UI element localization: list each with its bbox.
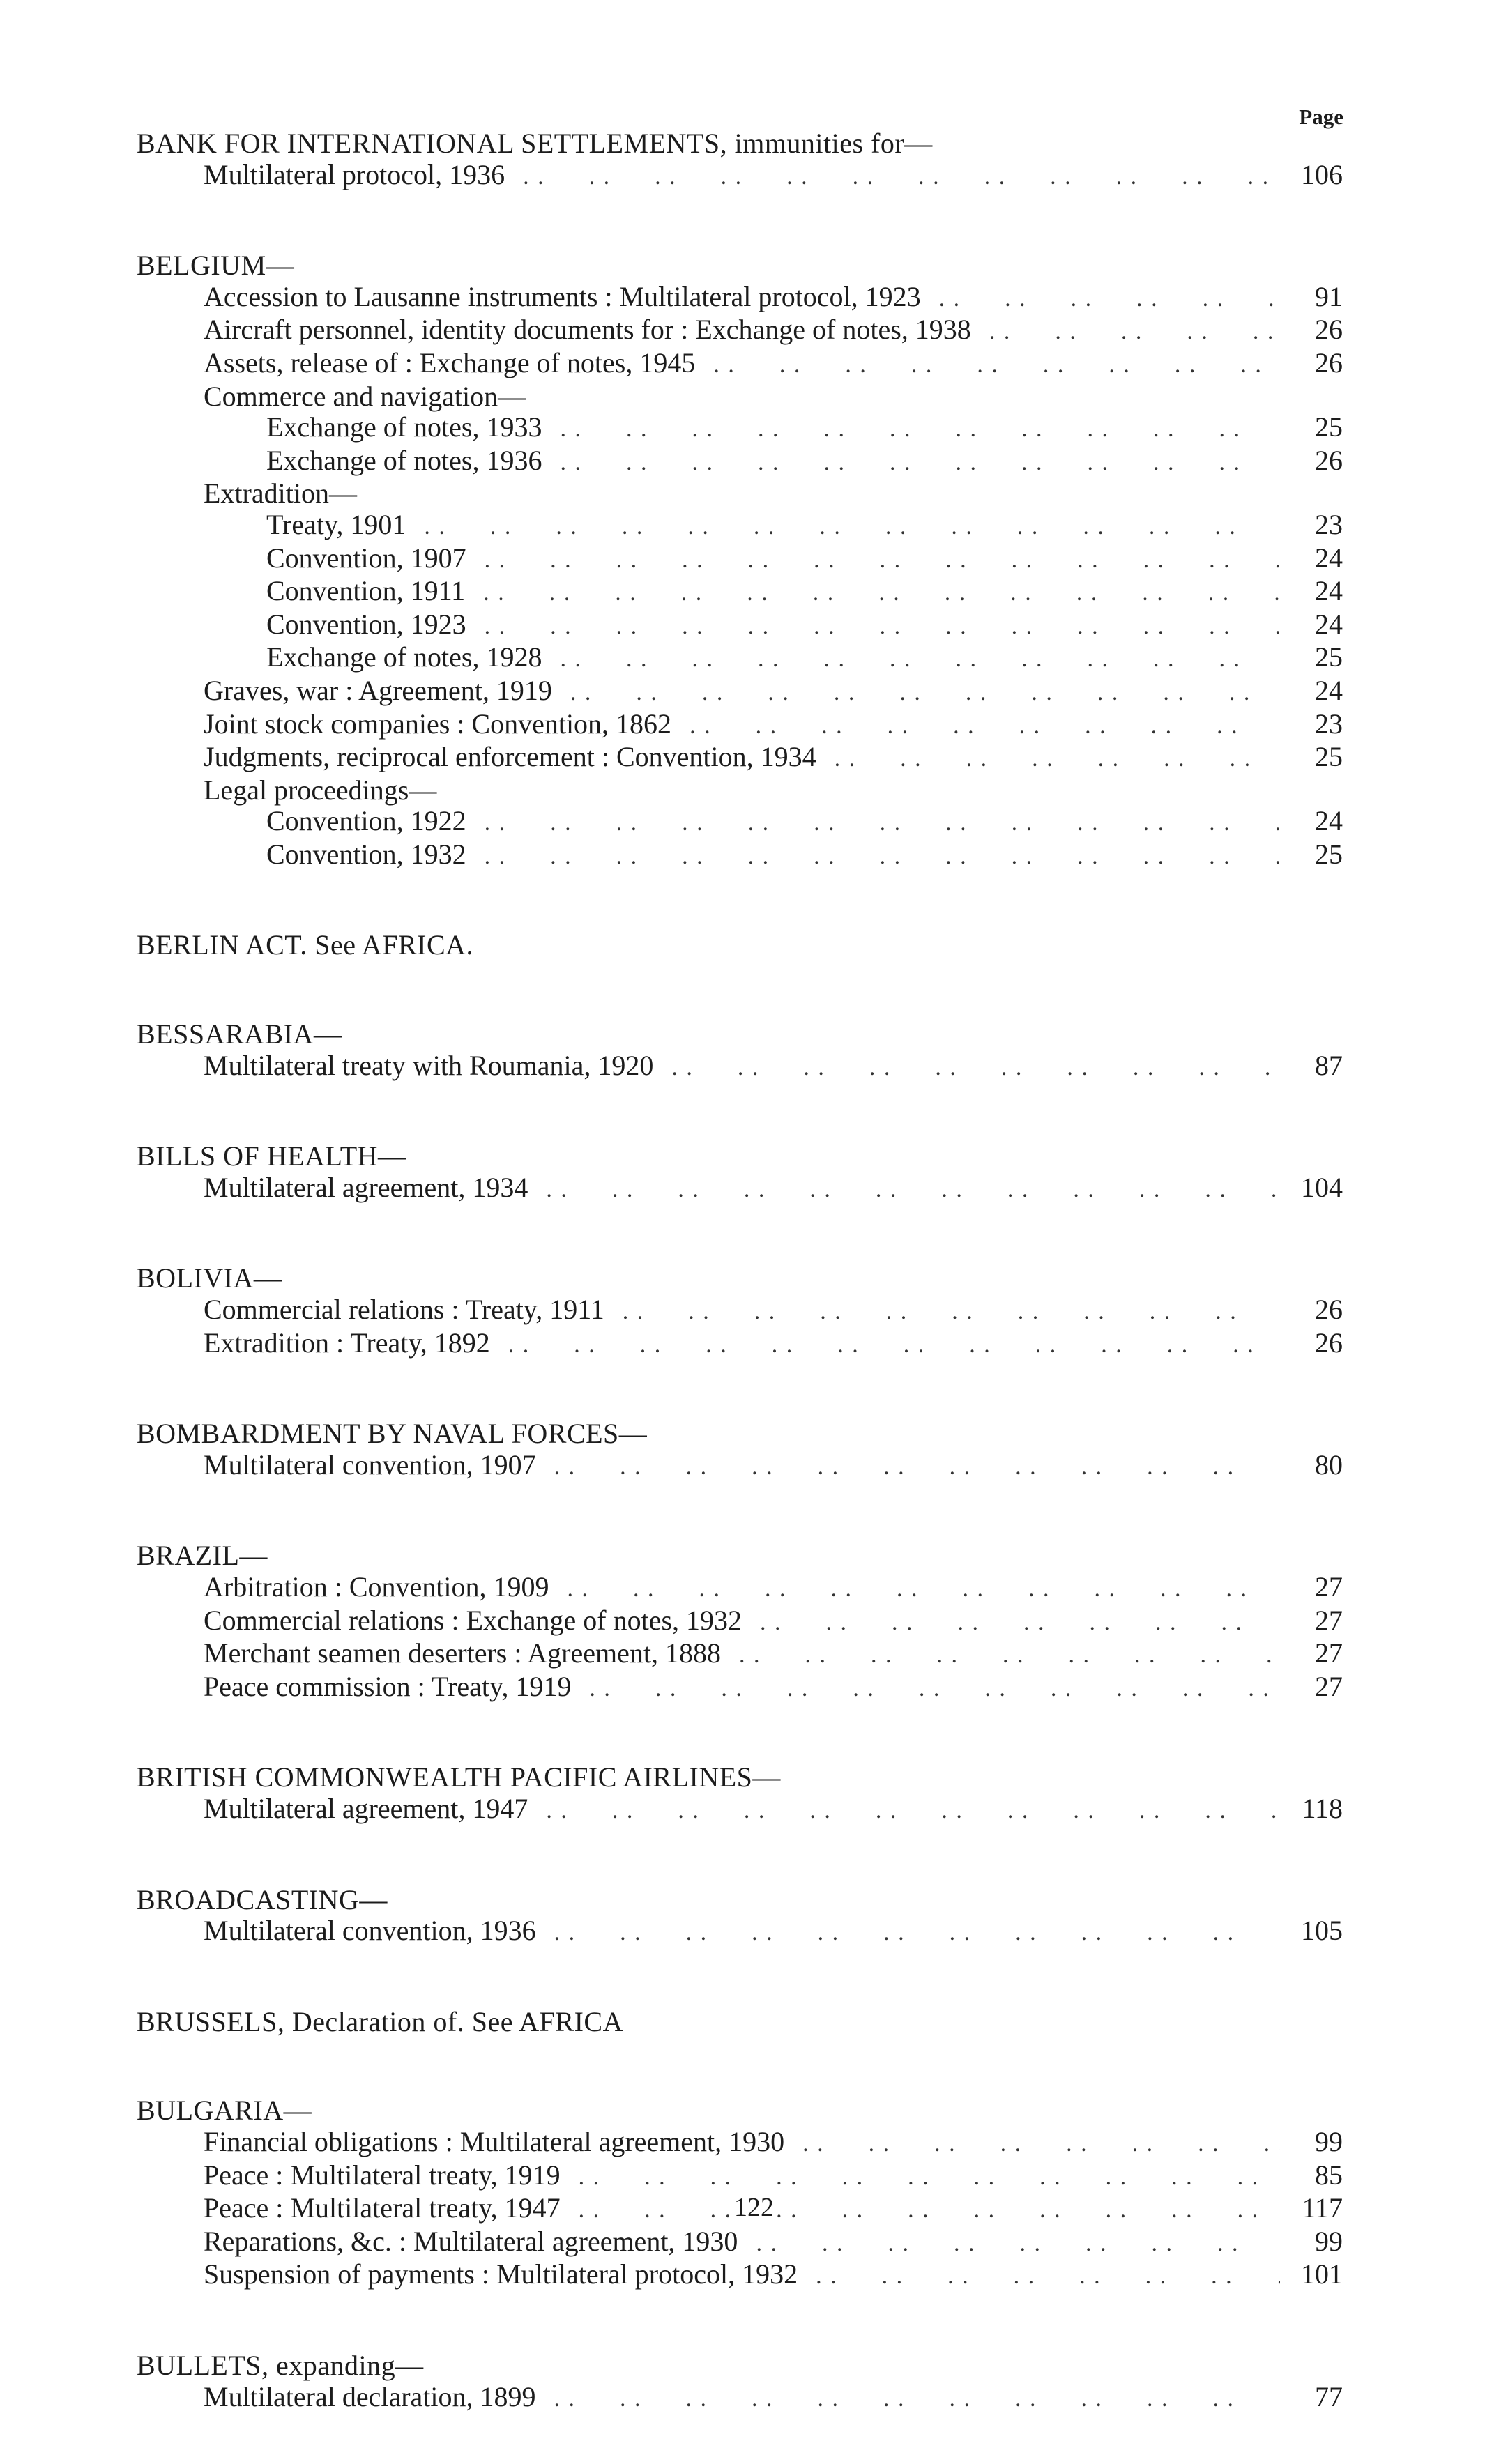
entry-page-number: 26 [1315, 444, 1343, 476]
entry-title: Peace commission : Treaty, 1919 [204, 1670, 572, 1702]
entry-title: Judgments, reciprocal enforcement : Convention, 1934 [204, 741, 816, 773]
entry-title: Joint stock companies : Convention, 1862 [204, 707, 672, 740]
dot-leader [466, 611, 1280, 643]
dot-leader [466, 808, 1280, 839]
index-section [137, 250, 1343, 872]
entry-title: Multilateral agreement, 1947 [204, 1792, 528, 1824]
index-section [137, 1540, 1343, 1704]
entry-title: Legal proceedings— [204, 774, 437, 806]
dot-leader [505, 162, 1280, 193]
entry-page-number: 26 [1315, 314, 1343, 346]
index-section [137, 930, 1343, 961]
index-section [137, 1263, 1343, 1361]
dot-leader [465, 578, 1280, 609]
index-entry [137, 709, 1343, 742]
dot-leader [536, 1452, 1280, 1483]
entry-page-number: 27 [1315, 1571, 1343, 1602]
index-entry [137, 1050, 1343, 1084]
section-heading: BROADCASTING— [137, 1883, 388, 1915]
dot-leader [971, 316, 1280, 348]
index-entry [137, 1294, 1343, 1328]
entry-page-number: 91 [1315, 280, 1343, 312]
dot-leader [561, 2162, 1280, 2194]
entry-title: Commerce and navigation— [204, 380, 526, 412]
dot-leader [798, 2261, 1280, 2293]
dot-leader [528, 1796, 1280, 1827]
dot-leader [528, 1174, 1280, 1206]
entry-page-number: 24 [1315, 575, 1343, 607]
index-entry [137, 1793, 1343, 1827]
entry-title: Peace : Multilateral treaty, 1919 [204, 2159, 561, 2191]
entry-page-number: 27 [1315, 1637, 1343, 1669]
entry-page-number: 27 [1315, 1670, 1343, 1702]
index-section [137, 1019, 1343, 1083]
entry-page-number: 101 [1301, 2258, 1343, 2290]
index-entry [137, 1605, 1343, 1639]
entry-title: Peace : Multilateral treaty, 1947 [204, 2192, 561, 2224]
index-entry [137, 412, 1343, 445]
index-entry [137, 609, 1343, 643]
dot-leader [784, 2129, 1280, 2160]
entry-title: Aircraft personnel, identity documents for : Exchange of notes, 1938 [204, 314, 971, 346]
entry-title: Commercial relations : Exchange of notes, 1932 [204, 1604, 742, 1636]
entry-page-number: 24 [1315, 608, 1343, 640]
entry-page-number: 25 [1315, 741, 1343, 773]
index-section [137, 1418, 1343, 1483]
index-entry [137, 839, 1343, 873]
entry-title: Exchange of notes, 1936 [266, 444, 542, 476]
entry-title: Commercial relations : Treaty, 1911 [204, 1294, 604, 1326]
entry-page-number: 117 [1302, 2192, 1343, 2224]
index-entry [137, 2259, 1343, 2293]
entry-title: Exchange of notes, 1928 [266, 641, 542, 673]
index-entry [137, 1638, 1343, 1671]
entry-page-number: 26 [1315, 346, 1343, 378]
index-entry [137, 314, 1343, 348]
index-entry [137, 642, 1343, 675]
page-column-header: Page [1299, 105, 1343, 129]
section-heading: BRITISH COMMONWEALTH PACIFIC AIRLINES— [137, 1761, 781, 1793]
dot-leader [406, 512, 1280, 543]
dot-leader [542, 644, 1280, 675]
dot-leader [552, 678, 1280, 709]
index-section [137, 1885, 1343, 1949]
dot-leader [921, 284, 1280, 315]
dot-leader [816, 744, 1280, 775]
dot-leader [571, 1674, 1280, 1705]
index-entry [137, 1328, 1343, 1361]
index-entry [137, 1915, 1343, 1949]
dot-leader [742, 1607, 1280, 1639]
section-heading: BANK FOR INTERNATIONAL SETTLEMENTS, immunities for— [137, 128, 933, 159]
entry-title: Extradition : Treaty, 1892 [204, 1326, 490, 1359]
section-heading: BESSARABIA— [137, 1018, 342, 1050]
entry-title: Merchant seamen deserters : Agreement, 1888 [204, 1637, 721, 1669]
entry-title: Financial obligations : Multilateral agreement, 1930 [204, 2125, 785, 2157]
entry-title: Convention, 1923 [266, 608, 466, 640]
dot-leader [466, 545, 1280, 576]
index-entry [137, 381, 1343, 413]
entry-title: Convention, 1907 [266, 542, 466, 574]
index-entry [137, 445, 1343, 479]
entry-title: Treaty, 1901 [266, 508, 406, 540]
index-section [137, 1141, 1343, 1205]
index-section [137, 2350, 1343, 2415]
index-entry [137, 1671, 1343, 1705]
index-section [137, 2007, 1343, 2038]
index-entry [137, 2127, 1343, 2160]
entry-title: Multilateral treaty with Roumania, 1920 [204, 1049, 654, 1081]
index-entry [137, 1572, 1343, 1605]
dot-leader [536, 1918, 1280, 1949]
entry-page-number: 106 [1301, 158, 1343, 190]
entry-page-number: 80 [1315, 1448, 1343, 1480]
index-section [137, 1762, 1343, 1826]
entry-page-number: 85 [1315, 2159, 1343, 2191]
section-heading: BOLIVIA— [137, 1262, 282, 1294]
index-entry [137, 1172, 1343, 1206]
entry-title: Multilateral convention, 1907 [204, 1448, 536, 1480]
index-entry [137, 1450, 1343, 1483]
entry-page-number: 27 [1315, 1604, 1343, 1636]
dot-leader [653, 1053, 1280, 1084]
entry-title: Suspension of payments : Multilateral protocol, 1932 [204, 2258, 798, 2290]
entry-page-number: 77 [1315, 2380, 1343, 2412]
index-section [137, 128, 1343, 192]
index-entry [137, 478, 1343, 510]
dot-leader [604, 1296, 1280, 1328]
section-heading: BRAZIL— [137, 1540, 268, 1572]
entry-title: Arbitration : Convention, 1909 [204, 1571, 549, 1602]
entry-title: Multilateral declaration, 1899 [204, 2380, 536, 2412]
dot-leader [738, 2228, 1280, 2260]
entry-page-number: 23 [1315, 508, 1343, 540]
entry-title: Accession to Lausanne instruments : Multilateral protocol, 1923 [204, 280, 921, 312]
entry-title: Convention, 1911 [266, 575, 466, 607]
dot-leader [721, 1640, 1280, 1671]
section-heading: BILLS OF HEALTH— [137, 1140, 406, 1172]
entry-page-number: 26 [1315, 1294, 1343, 1326]
entry-page-number: 105 [1301, 1915, 1343, 1947]
entry-page-number: 26 [1315, 1326, 1343, 1359]
entry-page-number: 99 [1315, 2125, 1343, 2157]
entry-page-number: 25 [1315, 641, 1343, 673]
entry-title: Exchange of notes, 1933 [266, 411, 542, 443]
index-entry [137, 160, 1343, 193]
entry-page-number: 25 [1315, 411, 1343, 443]
section-heading: BULLETS, expanding— [137, 2349, 424, 2381]
entry-title: Multilateral convention, 1936 [204, 1915, 536, 1947]
entry-page-number: 118 [1302, 1792, 1343, 1824]
index-entry [137, 2226, 1343, 2260]
index-entry [137, 775, 1343, 806]
entry-title: Convention, 1922 [266, 805, 466, 837]
entry-page-number: 104 [1301, 1171, 1343, 1203]
entry-title: Extradition— [204, 477, 357, 510]
dot-leader [536, 2384, 1280, 2415]
index-listing [137, 128, 1343, 2415]
index-entry [137, 2382, 1343, 2415]
entry-page-number: 24 [1315, 542, 1343, 574]
index-entry [137, 2160, 1343, 2194]
dot-leader [671, 711, 1280, 742]
entry-page-number: 24 [1315, 674, 1343, 706]
dot-leader [549, 1574, 1280, 1605]
index-entry [137, 282, 1343, 315]
entry-title: Convention, 1932 [266, 838, 466, 870]
entry-page-number: 24 [1315, 805, 1343, 837]
entry-title: Assets, release of : Exchange of notes, 1945 [204, 346, 696, 378]
index-entry [137, 806, 1343, 839]
dot-leader [542, 447, 1280, 479]
entry-title: Reparations, &c. : Multilateral agreement, 1930 [204, 2225, 738, 2257]
page-number: 122 [734, 2193, 774, 2222]
entry-page-number: 87 [1315, 1049, 1343, 1081]
entry-title: Graves, war : Agreement, 1919 [204, 674, 552, 706]
index-entry [137, 742, 1343, 775]
index-entry [137, 675, 1343, 709]
entry-page-number: 25 [1315, 838, 1343, 870]
section-heading: BOMBARDMENT BY NAVAL FORCES— [137, 1418, 648, 1450]
section-heading: BELGIUM— [137, 250, 295, 282]
index-entry [137, 510, 1343, 543]
dot-leader [466, 841, 1280, 873]
index-entry [137, 348, 1343, 381]
index-entry [137, 576, 1343, 609]
section-heading: BULGARIA— [137, 2095, 312, 2127]
section-heading: BERLIN ACT. See AFRICA. [137, 929, 474, 961]
entry-title: Multilateral protocol, 1936 [204, 158, 505, 190]
section-heading: BRUSSELS, Declaration of. See AFRICA [137, 2005, 623, 2037]
entry-title: Multilateral agreement, 1934 [204, 1171, 528, 1203]
dot-leader [490, 1330, 1280, 1361]
entry-page-number: 99 [1315, 2225, 1343, 2257]
dot-leader [695, 350, 1280, 381]
index-entry [137, 543, 1343, 576]
entry-page-number: 23 [1315, 707, 1343, 740]
dot-leader [542, 414, 1280, 445]
